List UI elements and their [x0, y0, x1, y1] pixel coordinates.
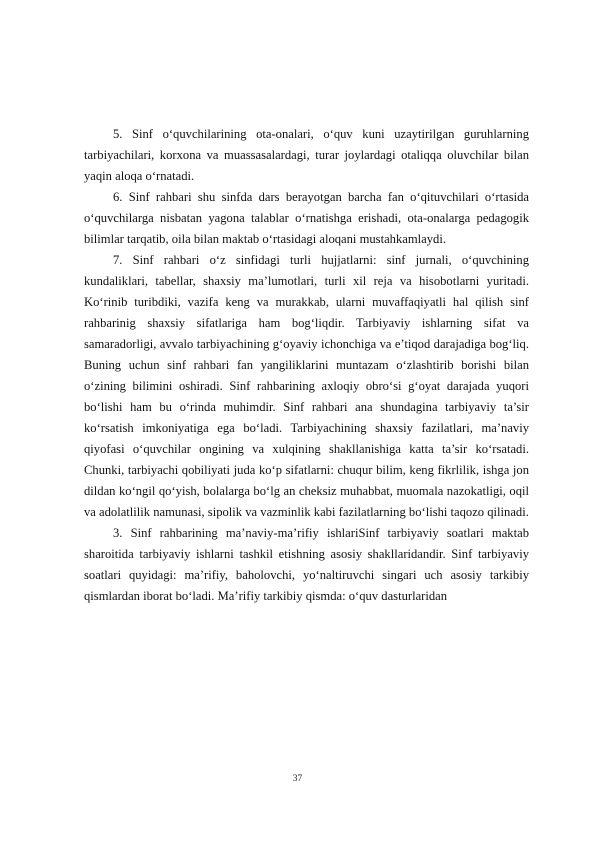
- paragraph-6: 6. Sinf rahbari shu sinfda dars berayotgan barcha fan o‘qituvchilari o‘rtasida o‘quvchilarga nisbatan yagona talablar o‘rnatishga erishadi, ota-onalarga pedagogik bilimlar tarqatib, oila bilan maktab o‘rtasidagi aloqani mustahkamlaydi.: [84, 190, 529, 246]
- paragraph-3: 3. Sinf rahbarining ma’naviy-ma’rifiy ishlariSinf tarbiyaviy soatlari maktab sharoitida tarbiyaviy ishlarni tashkil etishning asosiy shakllaridandir. Sinf tarbiyaviy soatlari quyidagi: ma’rifiy, baholovchi, yo‘naltiruvchi singari uch asosiy tarkibiy qismlardan iborat bo‘ladi. Ma’rifiy tarkibiy qismda: o‘quv dasturlaridan: [84, 526, 529, 603]
- paragraph-5: 5. Sinf o‘quvchilarining ota-onalari, o‘quv kuni uzaytirilgan guruhlarning tarbiyachilari, korxona va muassasalardagi, turar joylardagi otaliqqa oluvchilar bilan yaqin aloqa o‘rnatadi.: [84, 127, 529, 183]
- paragraph-7: 7. Sinf rahbari o‘z sinfidagi turli hujjatlarni: sinf jurnali, o‘quvchining kundaliklari, tabellar, shaxsiy ma’lumotlari, turli xil reja va hisobotlarni yuritadi. Ko‘rinib turibdiki, vazifa keng va murakkab, ularni muvaffaqiyatli hal qilish sinf rahbarinig shaxsiy sifatlariga ham bog‘liqdir. Tarbiyaviy ishlarning sifat va samaradorligi, avvalo tarbiyachining g‘oyaviy ichonchiga va e’tiqod darajadiga bog‘liq. Buning uchun sinf rahbari fan yangiliklarini muntazam o‘zlashtirib borishi bilan o‘zining bilimini oshiradi. Sinf rahbarining axloqiy obro‘si g‘oyat darajada yuqori bo‘lishi ham bu o‘rinda muhimdir. Sinf rahbari ana shundagina tarbiyaviy ta’sir ko‘rsatish imkoniyatiga ega bo‘ladi. Tarbiyachining shaxsiy fazilatlari, ma’naviy qiyofasi o‘quvchilar ongining va xulqining shakllanishiga katta ta’sir ko‘rsatadi. Chunki, tarbiyachi qobiliyati juda ko‘p sifatlarni: chuqur bilim, keng fikrlilik, ishga jon dildan ko‘ngil qo‘yish, bolalarga bo‘lg an cheksiz muhabbat, muomala nazokatligi, oqil va adolatlilik namunasi, sipolik va vazminlik kabi fazilatlarning bo‘lishi taqozo qilinadi.: [84, 253, 529, 519]
- body-text: [84, 124, 529, 607]
- page-number: 37: [292, 774, 303, 784]
